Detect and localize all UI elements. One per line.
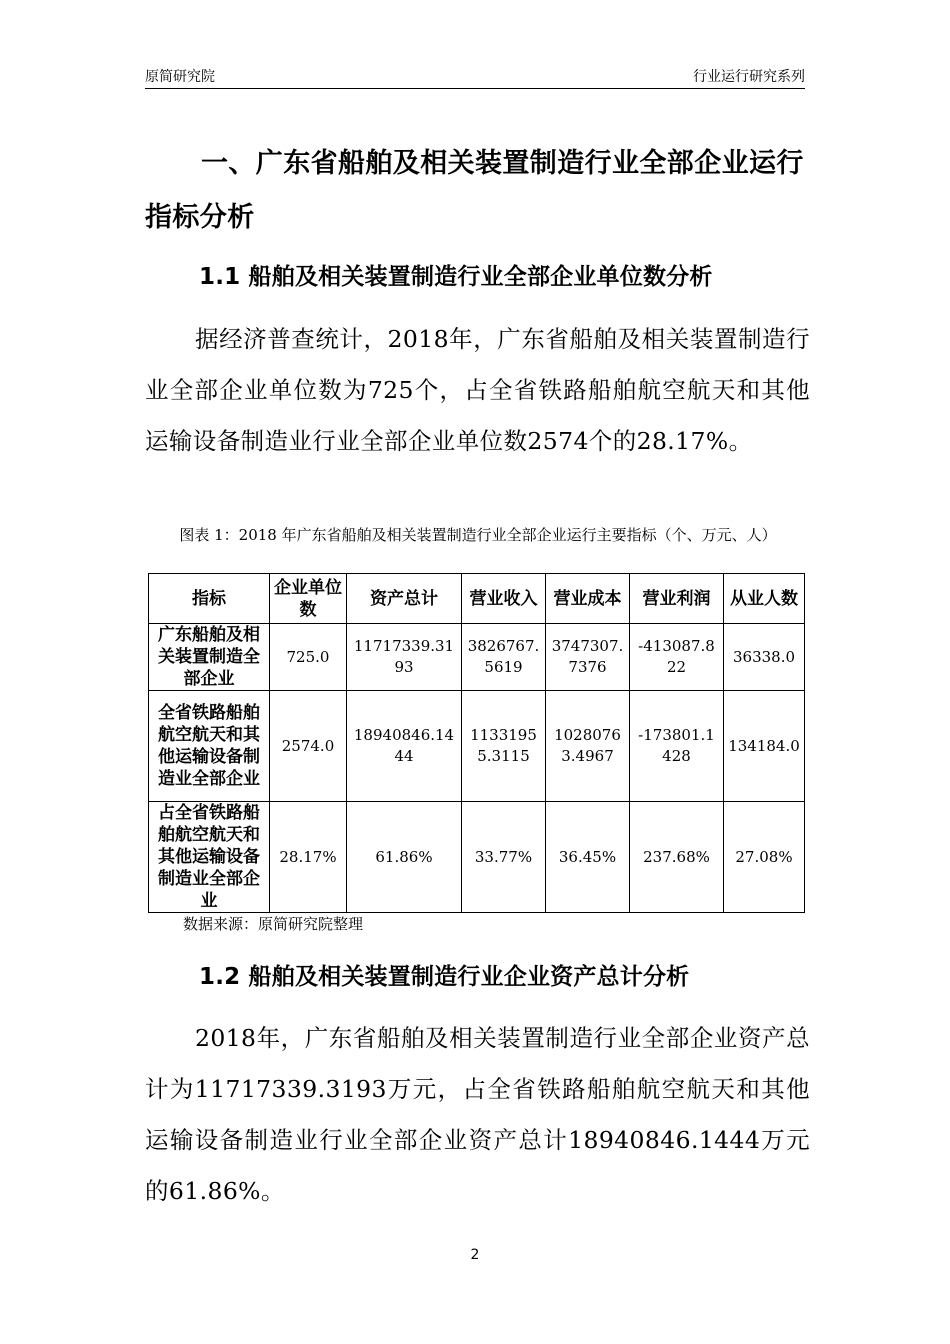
table-cell: 28.17% <box>270 802 347 913</box>
table-cell: 36338.0 <box>724 624 805 691</box>
table-row <box>149 802 805 913</box>
table-cell: 33.77% <box>462 802 546 913</box>
table-row-label: 广东船舶及相关装置制造全部企业 <box>149 624 270 691</box>
table-cell: 27.08% <box>724 802 805 913</box>
table-cell: 11331955.3115 <box>462 691 546 802</box>
table-header-cell: 资产总计 <box>347 574 462 624</box>
table-cell: 18940846.1444 <box>347 691 462 802</box>
subsection-title-1: 1.1 船舶及相关装置制造行业全部企业单位数分析 <box>199 264 713 290</box>
table-cell: 11717339.3193 <box>347 624 462 691</box>
header-right-text: 行业运行研究系列 <box>693 69 805 85</box>
table-header-cell: 营业收入 <box>462 574 546 624</box>
table-header-cell: 营业成本 <box>546 574 630 624</box>
page-number: 2 <box>470 1247 480 1263</box>
table-header-cell: 指标 <box>149 574 270 624</box>
table-row <box>149 691 805 802</box>
table-header-cell: 营业利润 <box>630 574 724 624</box>
table-row-label: 占全省铁路船舶航空航天和其他运输设备制造业全部企业 <box>149 802 270 913</box>
table-row-label: 全省铁路船舶航空航天和其他运输设备制造业全部企业 <box>149 691 270 802</box>
indicator-table <box>148 573 805 913</box>
paragraph-2: 2018年，广东省船舶及相关装置制造行业全部企业资产总计为11717339.3193万元，占全省铁路船舶航空航天和其他运输设备制造业行业全部企业资产总计18940846.1444万元的61.86%。 <box>145 1024 810 1205</box>
table-cell: 134184.0 <box>724 691 805 802</box>
table-source-note: 数据来源：原简研究院整理 <box>183 915 364 933</box>
table-header-cell: 企业单位数 <box>270 574 347 624</box>
paragraph-1: 据经济普查统计，2018年，广东省船舶及相关装置制造行业全部企业单位数为725个，占全省铁路船舶航空航天和其他运输设备制造业行业全部企业单位数2574个的28.17%。 <box>145 325 810 455</box>
table-cell: 725.0 <box>270 624 347 691</box>
header-left-text: 原简研究院 <box>145 69 215 85</box>
table-cell: -173801.1428 <box>630 691 724 802</box>
table-header-cell: 从业人数 <box>724 574 805 624</box>
table-row <box>149 624 805 691</box>
table-cell: 10280763.4967 <box>546 691 630 802</box>
table-header-row <box>149 574 805 624</box>
table-cell: 237.68% <box>630 802 724 913</box>
subsection-title-2: 1.2 船舶及相关装置制造行业企业资产总计分析 <box>199 964 690 990</box>
section-title: 一、广东省船舶及相关装置制造行业全部企业运行指标分析 <box>145 148 804 233</box>
table-cell: 3747307.7376 <box>546 624 630 691</box>
table-cell: 2574.0 <box>270 691 347 802</box>
table-cell: -413087.822 <box>630 624 724 691</box>
table-cell: 61.86% <box>347 802 462 913</box>
table-caption: 图表 1：2018 年广东省船舶及相关装置制造行业全部企业运行主要指标（个、万元、人） <box>179 526 777 544</box>
table-cell: 36.45% <box>546 802 630 913</box>
table-cell: 3826767.5619 <box>462 624 546 691</box>
header-rule <box>145 88 805 89</box>
